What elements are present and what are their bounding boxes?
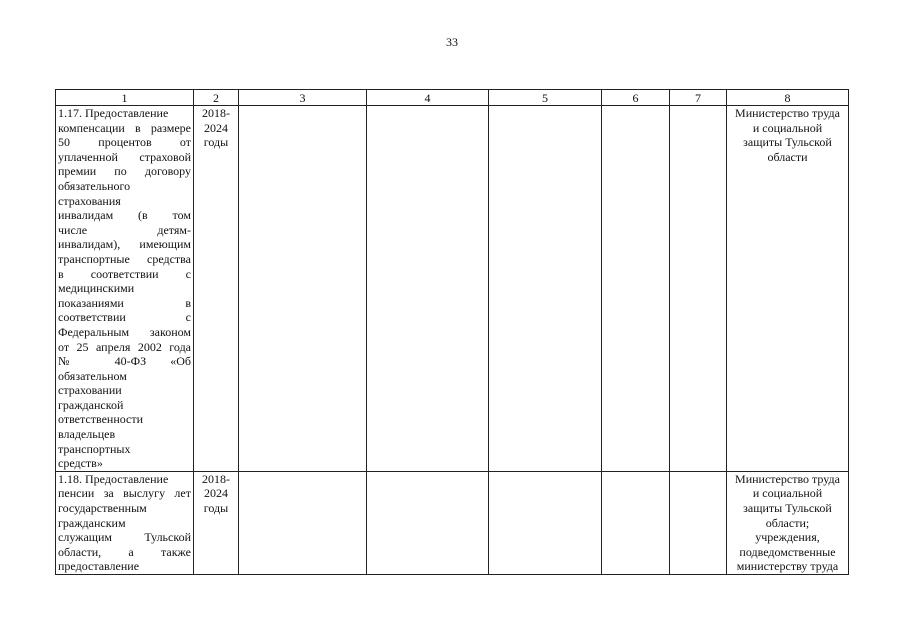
description-line: премии по договору [58,164,191,179]
column-header-6: 6 [602,90,670,106]
description-line: числе детям- [58,222,191,237]
empty-cell [602,471,670,574]
description-line: обязательного [58,178,131,193]
description-line: 1.18. Предоставление [58,471,169,486]
executor-line: Министерство труда [735,106,840,120]
description-line: области, а также [58,544,191,559]
column-header-7: 7 [670,90,727,106]
description-line: государственным [58,501,147,516]
measures-table [55,89,849,575]
description-line: средств» [58,456,103,471]
column-header-1: 1 [56,90,194,106]
period-line: 2024 [204,120,228,135]
empty-cell [489,106,602,472]
executor-line: и социальной [752,120,823,135]
description-line: владельцев [58,427,116,442]
page-number: 33 [446,35,458,49]
executor-line: области; [765,515,810,530]
empty-cell [602,106,670,472]
executor-line: области [767,149,808,164]
description-line: уплаченной страховой [58,149,191,164]
executor-line: защиты Тульской [743,501,832,516]
empty-cell [489,471,602,574]
description-line: страхования [58,193,121,208]
implementation-period [194,471,239,574]
executor-line: министерству труда [736,559,839,574]
column-header-3: 3 [239,90,367,106]
description-line: транспортных [58,441,131,456]
column-header-4: 4 [367,90,489,106]
header-row [56,90,849,106]
column-header-8: 8 [727,90,849,106]
description-line: инвалидам), имеющим [58,237,191,252]
table-row [56,106,849,472]
period-line: 2024 [204,486,228,501]
description-line: пенсии за выслугу лет [58,486,191,501]
description-line: соответствии с [58,310,191,325]
measure-description [56,471,194,574]
description-line: обязательном [58,368,127,383]
responsible-executor [727,106,849,472]
measure-description [56,106,194,472]
responsible-executor [727,471,849,574]
description-line: № 40-ФЗ «Об [58,354,191,369]
table-row [56,471,849,574]
executor-line: Министерство труда [735,471,840,486]
description-line: гражданской [58,397,124,412]
period-line: 2018- [202,471,230,486]
empty-cell [239,106,367,472]
column-header-5: 5 [489,90,602,106]
period-line: годы [203,135,229,150]
description-line: показаниями в [58,295,191,310]
executor-line: учреждения, [755,530,820,545]
executor-line: и социальной [752,486,823,501]
description-line: страховании [58,383,122,398]
description-line: в соответствии с [58,266,191,281]
description-line: медицинскими [58,281,135,296]
description-line: транспортные средства [58,251,191,266]
empty-cell [367,106,489,472]
description-line: инвалидам (в том [58,208,191,223]
executor-line: подведомственные [739,544,836,559]
description-line: от 25 апреля 2002 года [58,339,191,354]
empty-cell [670,471,727,574]
description-line: ответственности [58,412,144,427]
empty-cell [367,471,489,574]
description-line: 50 процентов от [58,135,191,150]
column-header-2: 2 [194,90,239,106]
description-line: предоставление [58,559,140,574]
executor-line: защиты Тульской [743,135,832,150]
description-line: компенсации в размере [58,120,191,135]
period-line: годы [203,501,229,516]
description-line: Федеральным законом [58,324,191,339]
description-line: служащим Тульской [58,530,191,545]
empty-cell [670,106,727,472]
empty-cell [239,471,367,574]
period-line: 2018- [202,106,230,120]
implementation-period [194,106,239,472]
description-line: гражданским [58,515,126,530]
description-line: 1.17. Предоставление [58,106,169,120]
